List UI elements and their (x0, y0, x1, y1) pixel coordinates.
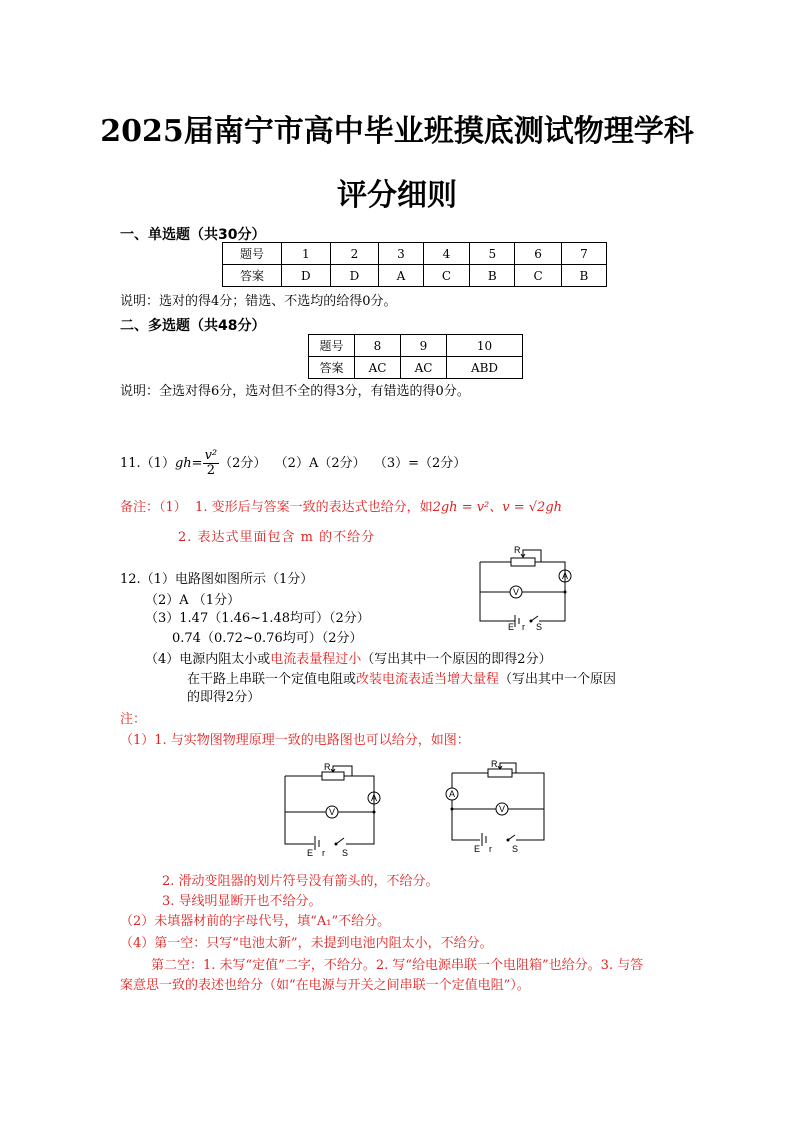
section1-heading: 一、单选题（共30分） (120, 227, 266, 243)
note-6: 第二空：1. 未写“定值”二字，不给分。2. 写“给电源串联一个电阻箱”也给分。3. 与答 (151, 958, 644, 973)
note-3: 3. 导线明显断开也不给分。 (162, 894, 322, 909)
label-A: A (562, 571, 569, 581)
q11-denominator: 2 (206, 463, 215, 478)
q12-line5 (145, 651, 552, 669)
label-V: V (499, 804, 506, 814)
table-cell: AC (401, 357, 447, 379)
label-S: S (342, 848, 349, 858)
q11-prefix: 11.（1） (120, 456, 175, 471)
page-subtitle: 评分细则 (337, 178, 457, 213)
q12-line5-red: 电流表量程过小 (270, 652, 362, 667)
label-E: E (307, 848, 314, 858)
label-r: r (522, 622, 525, 632)
label-E: E (508, 622, 515, 632)
label-V: V (513, 587, 520, 597)
table-cell: 题号 (223, 243, 282, 265)
q12-line6-red: 改装电流表适当增大量程 (356, 672, 500, 687)
table-cell: 答案 (223, 265, 282, 287)
label-E: E (474, 844, 481, 854)
q12-line2: （2）A （1分） (145, 593, 241, 608)
q11-remark2: 2. 表达式里面包含 m 的不给分 (178, 530, 376, 545)
circuit-diagram-alt1 (280, 762, 386, 860)
label-S: S (512, 844, 519, 854)
q11-numerator: v² (204, 448, 218, 463)
section2-note: 说明：全选对得6分，选对但不全的得3分，有错选的得0分。 (120, 384, 470, 399)
label-S: S (536, 622, 543, 632)
table-cell: B (561, 265, 606, 287)
label-r: r (322, 848, 325, 858)
q11-eq: = (191, 456, 203, 471)
q11-remark-prefix: 备注：（1） (120, 500, 187, 515)
note-2: 2. 滑动变阻器的划片符号没有箭头的，不给分。 (162, 874, 439, 889)
table-cell: D (330, 265, 379, 287)
q12-line4: 0.74（0.72~0.76均可）（2分） (172, 631, 363, 646)
table-cell: 题号 (309, 335, 355, 357)
q12-line7: 的即得2分） (187, 690, 261, 705)
q11-remark1-text: 1. 变形后与答案一致的表达式也给分，如 (195, 500, 433, 515)
note-5: （4）第一空：只写“电池太新”，未提到电池内阻太小，不给分。 (120, 936, 493, 951)
table-cell: 2 (330, 243, 379, 265)
q12-line6-a: 在干路上串联一个定值电阻或 (187, 672, 357, 687)
table-cell: 9 (401, 335, 447, 357)
label-R: R (514, 545, 521, 555)
section2-answer-table (308, 334, 523, 379)
label-A: A (371, 793, 378, 803)
section2-heading: 二、多选题（共48分） (120, 318, 266, 334)
table-cell: 1 (282, 243, 331, 265)
q11-score1: （2分） (219, 456, 267, 471)
table-row (223, 265, 607, 287)
section1-answer-table (222, 242, 607, 287)
table-cell: ABD (447, 357, 523, 379)
table-cell: 答案 (309, 357, 355, 379)
q12-line5-a: （4）电源内阻太小或 (145, 652, 271, 667)
table-cell: 5 (470, 243, 515, 265)
table-cell: AC (355, 357, 401, 379)
label-R: R (324, 762, 331, 772)
q12-line6-b: （写出其中一个原因 (499, 672, 617, 687)
table-cell: A (379, 265, 423, 287)
label-A: A (449, 789, 456, 799)
q11-answer-line (120, 446, 466, 482)
table-cell: 4 (423, 243, 470, 265)
table-cell: 7 (561, 243, 606, 265)
table-cell: 3 (379, 243, 423, 265)
note-4: （2）未填器材前的字母代号，填“A₁”不给分。 (120, 914, 391, 929)
q12-line5-b: （写出其中一个原因的即得2分） (361, 652, 552, 667)
label-r: r (489, 844, 492, 854)
q11-remark1-math: 2gh = v²、v = √2gh (432, 500, 563, 515)
note-1: （1）1. 与实物图物理原理一致的电路图也可以给分，如图： (120, 733, 470, 748)
label-R: R (491, 759, 498, 769)
q12-line1: 12.（1）电路图如图所示（1分） (120, 572, 314, 587)
circuit-diagram-alt2 (440, 758, 552, 854)
table-row (309, 335, 523, 357)
table-cell: B (470, 265, 515, 287)
label-V: V (329, 807, 336, 817)
q11-part3: （3）=（2分） (373, 456, 467, 471)
table-cell: 8 (355, 335, 401, 357)
table-cell: 6 (515, 243, 562, 265)
q11-remark1 (120, 499, 562, 517)
section1-note: 说明：选对的得4分；错选、不选均的给得0分。 (120, 294, 397, 309)
table-cell: D (282, 265, 331, 287)
table-cell: 10 (447, 335, 523, 357)
q11-lhs: gh (174, 456, 192, 471)
q12-line3: （3）1.47（1.46~1.48均可）（2分） (145, 611, 370, 626)
table-row (309, 357, 523, 379)
q11-fraction (203, 449, 220, 478)
page-title: 2025届南宁市高中毕业班摸底测试物理学科 (100, 114, 694, 149)
q11-part2: （2）A（2分） (274, 456, 366, 471)
table-cell: C (515, 265, 562, 287)
table-row (223, 243, 607, 265)
circuit-diagram-main (475, 541, 581, 633)
table-cell: C (423, 265, 470, 287)
notes-heading: 注： (120, 712, 147, 727)
note-7: 案意思一致的表述也给分（如“在电源与开关之间串联一个定值电阻”）。 (120, 978, 530, 993)
q12-line6 (187, 671, 616, 689)
